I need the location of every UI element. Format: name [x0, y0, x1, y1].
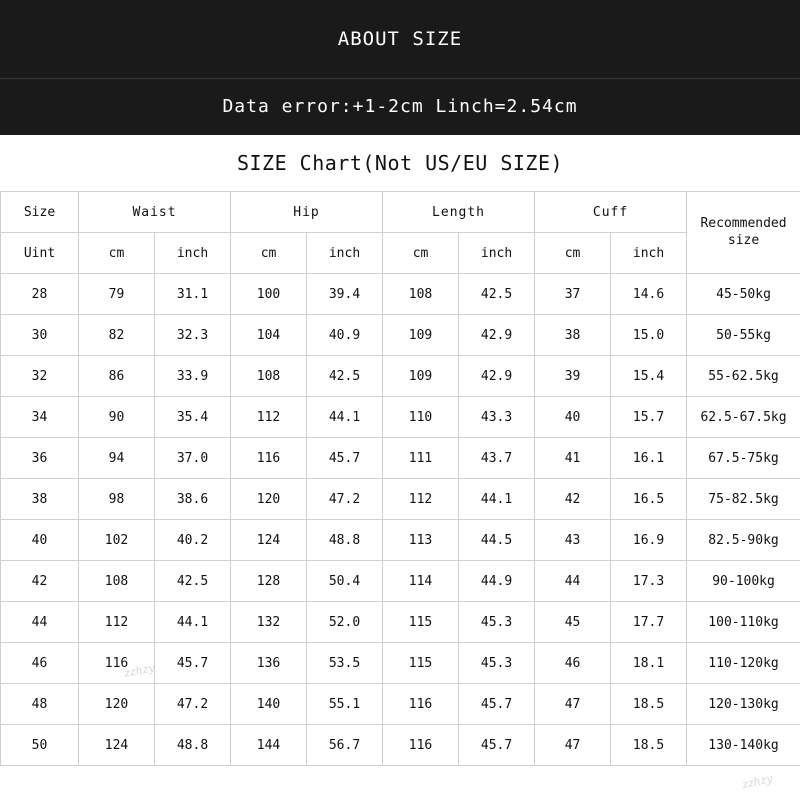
cell-size: 36	[1, 438, 79, 479]
cell-cuff-cm: 41	[535, 438, 611, 479]
cell-hip-cm: 116	[231, 438, 307, 479]
cell-length-inch: 44.5	[459, 520, 535, 561]
table-row	[1, 438, 800, 479]
header-recommended-size: Recommended size	[687, 192, 800, 274]
size-chart-title: SIZE Chart(Not US/EU SIZE)	[236, 151, 564, 175]
cell-length-inch: 43.3	[459, 397, 535, 438]
cell-cuff-cm: 45	[535, 602, 611, 643]
cell-cuff-inch: 17.3	[611, 561, 687, 602]
cell-recommended: 110-120kg	[687, 643, 800, 684]
cell-cuff-inch: 16.9	[611, 520, 687, 561]
header-length-inch: inch	[459, 233, 535, 274]
cell-length-cm: 109	[383, 356, 459, 397]
header-length: Length	[383, 192, 535, 233]
cell-length-inch: 42.9	[459, 356, 535, 397]
cell-recommended: 100-110kg	[687, 602, 800, 643]
cell-length-inch: 44.9	[459, 561, 535, 602]
watermark-left: zzhzy	[122, 660, 156, 681]
cell-length-cm: 108	[383, 274, 459, 315]
cell-cuff-cm: 47	[535, 684, 611, 725]
cell-cuff-inch: 16.5	[611, 479, 687, 520]
cell-hip-cm: 140	[231, 684, 307, 725]
cell-recommended: 75-82.5kg	[687, 479, 800, 520]
cell-cuff-inch: 16.1	[611, 438, 687, 479]
cell-size: 28	[1, 274, 79, 315]
cell-hip-cm: 128	[231, 561, 307, 602]
cell-cuff-inch: 14.6	[611, 274, 687, 315]
cell-length-inch: 45.3	[459, 602, 535, 643]
cell-length-cm: 111	[383, 438, 459, 479]
cell-waist-inch: 35.4	[155, 397, 231, 438]
header-unit: Uint	[1, 233, 79, 274]
cell-hip-inch: 52.0	[307, 602, 383, 643]
cell-size: 46	[1, 643, 79, 684]
table-row	[1, 725, 800, 766]
cell-hip-inch: 53.5	[307, 643, 383, 684]
cell-cuff-cm: 47	[535, 725, 611, 766]
cell-length-cm: 116	[383, 684, 459, 725]
cell-hip-cm: 120	[231, 479, 307, 520]
cell-waist-cm: 86	[79, 356, 155, 397]
cell-hip-inch: 47.2	[307, 479, 383, 520]
cell-waist-cm: 102	[79, 520, 155, 561]
data-error-note: Data error:+1-2cm Linch=2.54cm	[0, 78, 800, 135]
cell-hip-inch: 39.4	[307, 274, 383, 315]
cell-waist-cm: 124	[79, 725, 155, 766]
cell-length-cm: 110	[383, 397, 459, 438]
cell-recommended: 50-55kg	[687, 315, 800, 356]
header-hip-cm: cm	[231, 233, 307, 274]
header-size: Size	[1, 192, 79, 233]
cell-hip-inch: 40.9	[307, 315, 383, 356]
cell-cuff-cm: 39	[535, 356, 611, 397]
cell-cuff-cm: 40	[535, 397, 611, 438]
header-hip-inch: inch	[307, 233, 383, 274]
table-row	[1, 356, 800, 397]
cell-hip-cm: 136	[231, 643, 307, 684]
table-row	[1, 561, 800, 602]
cell-waist-inch: 47.2	[155, 684, 231, 725]
cell-size: 34	[1, 397, 79, 438]
cell-length-inch: 45.3	[459, 643, 535, 684]
cell-recommended: 62.5-67.5kg	[687, 397, 800, 438]
cell-waist-cm: 98	[79, 479, 155, 520]
cell-cuff-inch: 17.7	[611, 602, 687, 643]
cell-waist-inch: 38.6	[155, 479, 231, 520]
table-row	[1, 397, 800, 438]
cell-cuff-cm: 43	[535, 520, 611, 561]
cell-waist-cm: 112	[79, 602, 155, 643]
cell-recommended: 120-130kg	[687, 684, 800, 725]
cell-recommended: 45-50kg	[687, 274, 800, 315]
cell-length-cm: 116	[383, 725, 459, 766]
cell-length-inch: 43.7	[459, 438, 535, 479]
cell-size: 30	[1, 315, 79, 356]
cell-hip-cm: 112	[231, 397, 307, 438]
table-row	[1, 274, 800, 315]
cell-cuff-inch: 15.7	[611, 397, 687, 438]
cell-waist-cm: 90	[79, 397, 155, 438]
table-row	[1, 520, 800, 561]
cell-recommended: 55-62.5kg	[687, 356, 800, 397]
watermark-right: zzhzy	[740, 771, 774, 792]
cell-waist-cm: 82	[79, 315, 155, 356]
cell-size: 48	[1, 684, 79, 725]
table-unit-header-row	[1, 233, 800, 274]
cell-size: 38	[1, 479, 79, 520]
cell-waist-cm: 79	[79, 274, 155, 315]
cell-hip-cm: 144	[231, 725, 307, 766]
header-length-cm: cm	[383, 233, 459, 274]
cell-waist-cm: 116	[79, 643, 155, 684]
cell-waist-cm: 108	[79, 561, 155, 602]
cell-cuff-cm: 38	[535, 315, 611, 356]
cell-cuff-inch: 15.0	[611, 315, 687, 356]
cell-length-cm: 115	[383, 643, 459, 684]
cell-hip-inch: 50.4	[307, 561, 383, 602]
about-size-header: ABOUT SIZE	[0, 0, 800, 78]
cell-waist-inch: 40.2	[155, 520, 231, 561]
cell-size: 44	[1, 602, 79, 643]
cell-waist-cm: 120	[79, 684, 155, 725]
cell-waist-inch: 31.1	[155, 274, 231, 315]
header-hip: Hip	[231, 192, 383, 233]
cell-hip-inch: 45.7	[307, 438, 383, 479]
cell-cuff-cm: 44	[535, 561, 611, 602]
cell-recommended: 82.5-90kg	[687, 520, 800, 561]
table-row	[1, 602, 800, 643]
cell-size: 50	[1, 725, 79, 766]
header-waist-cm: cm	[79, 233, 155, 274]
cell-length-inch: 42.5	[459, 274, 535, 315]
cell-hip-cm: 124	[231, 520, 307, 561]
cell-cuff-cm: 37	[535, 274, 611, 315]
cell-length-cm: 114	[383, 561, 459, 602]
cell-waist-inch: 48.8	[155, 725, 231, 766]
cell-length-cm: 112	[383, 479, 459, 520]
cell-waist-inch: 32.3	[155, 315, 231, 356]
cell-cuff-inch: 18.5	[611, 684, 687, 725]
cell-waist-inch: 44.1	[155, 602, 231, 643]
cell-hip-inch: 42.5	[307, 356, 383, 397]
cell-size: 32	[1, 356, 79, 397]
cell-length-cm: 109	[383, 315, 459, 356]
cell-hip-cm: 108	[231, 356, 307, 397]
cell-hip-cm: 104	[231, 315, 307, 356]
size-table	[0, 191, 800, 766]
cell-waist-cm: 94	[79, 438, 155, 479]
header-cuff-inch: inch	[611, 233, 687, 274]
cell-length-inch: 45.7	[459, 725, 535, 766]
cell-cuff-cm: 42	[535, 479, 611, 520]
cell-cuff-cm: 46	[535, 643, 611, 684]
cell-recommended: 90-100kg	[687, 561, 800, 602]
cell-hip-inch: 48.8	[307, 520, 383, 561]
cell-length-inch: 45.7	[459, 684, 535, 725]
cell-cuff-inch: 15.4	[611, 356, 687, 397]
cell-hip-inch: 55.1	[307, 684, 383, 725]
header-cuff: Cuff	[535, 192, 687, 233]
cell-waist-inch: 33.9	[155, 356, 231, 397]
cell-cuff-inch: 18.1	[611, 643, 687, 684]
cell-waist-inch: 42.5	[155, 561, 231, 602]
cell-size: 40	[1, 520, 79, 561]
cell-size: 42	[1, 561, 79, 602]
cell-hip-cm: 100	[231, 274, 307, 315]
header-cuff-cm: cm	[535, 233, 611, 274]
table-group-header-row	[1, 192, 800, 233]
cell-hip-inch: 44.1	[307, 397, 383, 438]
header-waist-inch: inch	[155, 233, 231, 274]
cell-length-cm: 113	[383, 520, 459, 561]
size-table-body	[1, 274, 800, 766]
cell-hip-inch: 56.7	[307, 725, 383, 766]
cell-cuff-inch: 18.5	[611, 725, 687, 766]
cell-hip-cm: 132	[231, 602, 307, 643]
table-row	[1, 315, 800, 356]
cell-recommended: 67.5-75kg	[687, 438, 800, 479]
table-row	[1, 479, 800, 520]
cell-length-cm: 115	[383, 602, 459, 643]
cell-waist-inch: 45.7	[155, 643, 231, 684]
cell-length-inch: 44.1	[459, 479, 535, 520]
table-row	[1, 643, 800, 684]
cell-length-inch: 42.9	[459, 315, 535, 356]
table-row	[1, 684, 800, 725]
cell-recommended: 130-140kg	[687, 725, 800, 766]
header-waist: Waist	[79, 192, 231, 233]
cell-waist-inch: 37.0	[155, 438, 231, 479]
